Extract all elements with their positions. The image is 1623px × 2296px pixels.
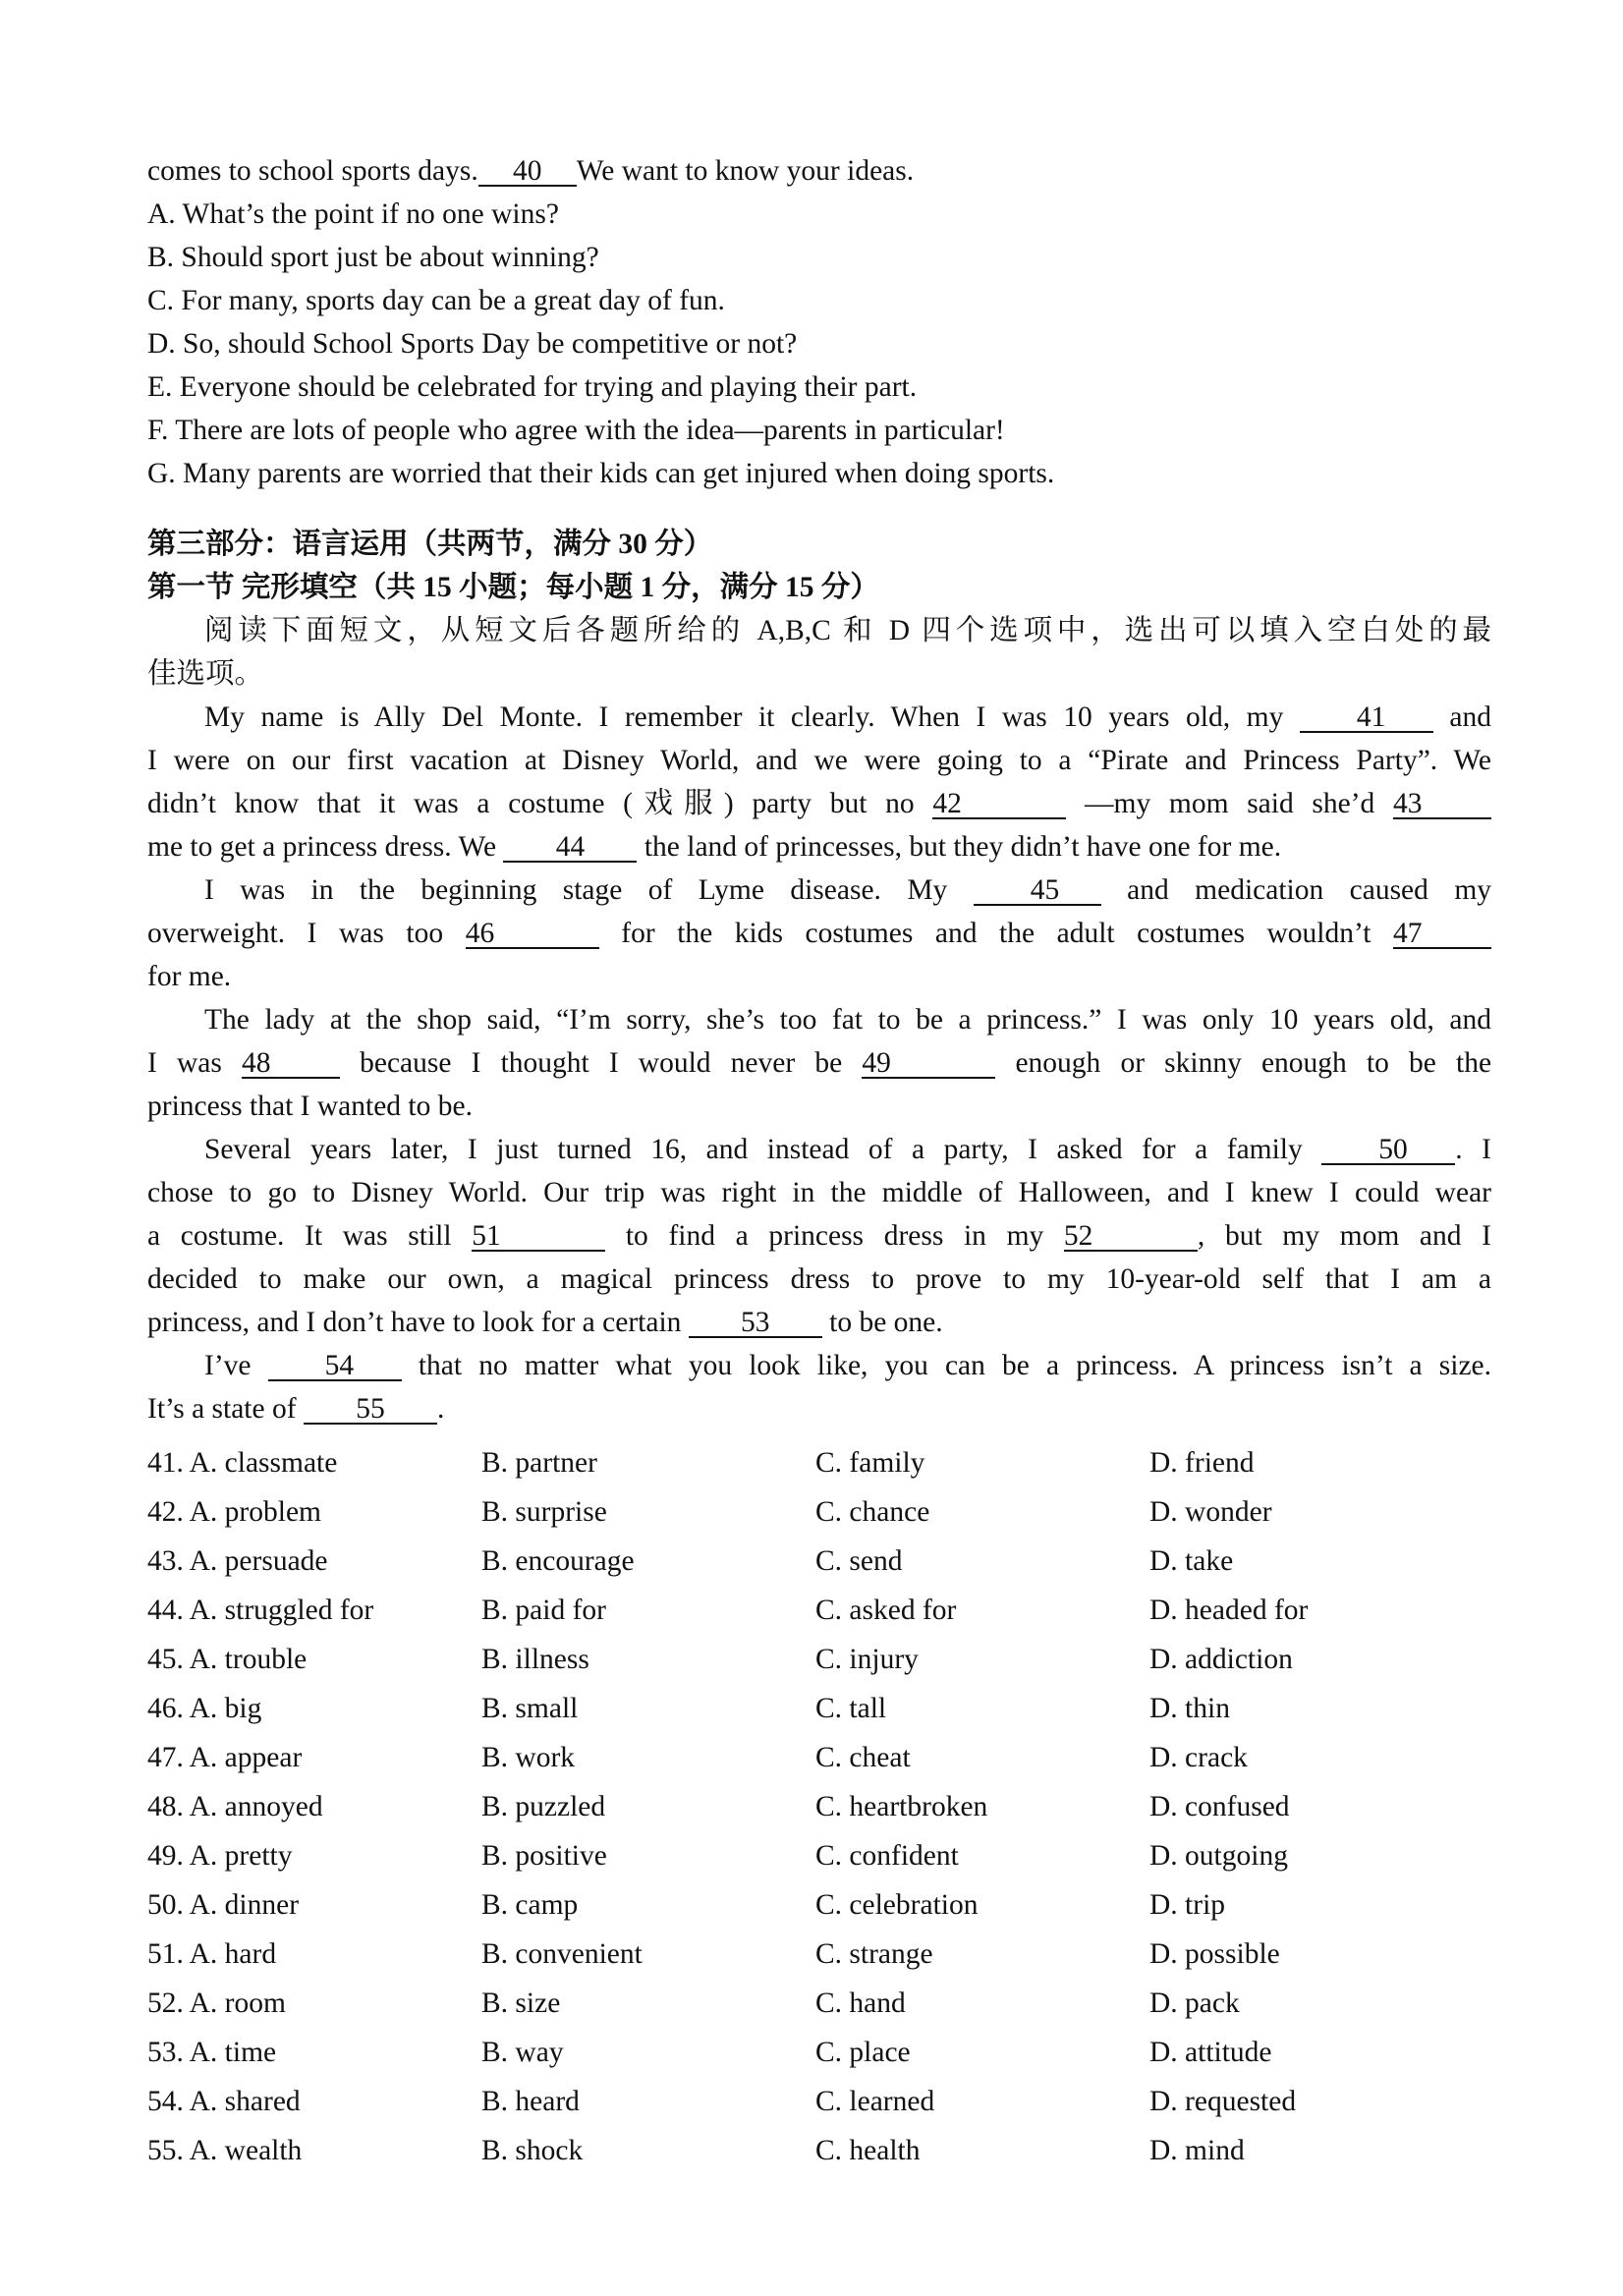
question-option: D. attitude (1149, 2037, 1272, 2068)
question-option: B. convenient (481, 1938, 643, 1970)
blank-42: 42 (932, 790, 1066, 819)
question-row (147, 2028, 1491, 2077)
question-option: 45. A. trouble (147, 1644, 308, 1675)
question-option: C. injury (815, 1644, 919, 1675)
passage-text: and (1449, 701, 1491, 733)
blank-54: 54 (268, 1352, 402, 1381)
question-option: B. positive (481, 1840, 607, 1872)
question-option: B. encourage (481, 1545, 635, 1577)
prev-passage-line (147, 149, 1491, 193)
blank-44: 44 (503, 833, 637, 863)
question-option: C. asked for (815, 1595, 957, 1626)
blank-41: 41 (1300, 703, 1433, 733)
instruction-line: 阅读下面短文，从短文后各题所给的 A,B,C 和 D 四个选项中，选出可以填入空白处的最 (204, 615, 1491, 646)
passage-text: princess, and I don’t have to look for a certain (147, 1307, 682, 1338)
passage-text: a costume. It was still (147, 1220, 452, 1252)
question-option: D. crack (1149, 1742, 1248, 1773)
passage-text: I was in the beginning stage of Lyme disease. My (204, 874, 948, 906)
question-option: D. pack (1149, 1988, 1240, 2019)
option-a: A. What’s the point if no one wins? (147, 198, 559, 230)
exam-page (147, 149, 1491, 2175)
question-option: D. wonder (1149, 1496, 1272, 1528)
question-option: 50. A. dinner (147, 1889, 300, 1921)
question-option: D. headed for (1149, 1595, 1309, 1626)
passage-line (147, 1128, 1491, 1171)
passage-line (147, 912, 1491, 955)
question-option: C. celebration (815, 1889, 979, 1921)
question-option: B. small (481, 1693, 579, 1724)
question-row (147, 1782, 1491, 1831)
passage-text: to be one. (829, 1307, 943, 1338)
passage-text: I’ve (204, 1350, 252, 1381)
passage-line: I were on our first vacation at Disney World, and we were going to a “Pirate and Princess Party”. We (147, 745, 1491, 776)
question-option: B. puzzled (481, 1791, 606, 1822)
question-option: C. family (815, 1447, 925, 1479)
question-option: B. way (481, 2037, 564, 2068)
passage-text: It’s a state of (147, 1393, 297, 1425)
question-row (147, 1831, 1491, 1880)
blank-48: 48 (242, 1049, 340, 1079)
question-option: B. surprise (481, 1496, 607, 1528)
question-option: 44. A. struggled for (147, 1595, 374, 1626)
blank-52: 52 (1064, 1222, 1198, 1252)
question-option: C. place (815, 2037, 911, 2068)
passage-text: that no matter what you look like, you can be a princess. A princess isn’t a size. (418, 1350, 1491, 1381)
passage-text: the land of princesses, but they didn’t have one for me. (644, 831, 1282, 863)
question-option: 46. A. big (147, 1693, 262, 1724)
question-option: 54. A. shared (147, 2086, 301, 2117)
passage-line (147, 782, 1491, 825)
question-option: 49. A. pretty (147, 1840, 293, 1872)
blank-46: 46 (466, 920, 599, 949)
passage-line (147, 1041, 1491, 1085)
passage-text: didn’t know that it was a costume (戏服) party but no (147, 788, 915, 819)
question-option: 55. A. wealth (147, 2135, 303, 2166)
question-option: D. outgoing (1149, 1840, 1288, 1872)
passage-line (147, 1344, 1491, 1387)
passage-line: for me. (147, 961, 232, 992)
question-option: C. tall (815, 1693, 887, 1724)
passage-text: because I thought I would never be (360, 1047, 843, 1079)
question-option: D. trip (1149, 1889, 1226, 1921)
question-option: B. partner (481, 1447, 597, 1479)
question-option: C. learned (815, 2086, 935, 2117)
prev-text-after: We want to know your ideas. (576, 155, 915, 187)
question-option: B. paid for (481, 1595, 606, 1626)
question-option: B. illness (481, 1644, 589, 1675)
question-option: D. requested (1149, 2086, 1297, 2117)
blank-51: 51 (472, 1222, 605, 1252)
question-row (147, 1733, 1491, 1782)
question-option: C. cheat (815, 1742, 911, 1773)
question-row (147, 1930, 1491, 1979)
question-option: D. take (1149, 1545, 1234, 1577)
section1-title: 第一节 完形填空（共 15 小题；每小题 1 分，满分 15 分） (147, 572, 879, 603)
question-row (147, 1487, 1491, 1537)
question-option: 51. A. hard (147, 1938, 277, 1970)
option-g: G. Many parents are worried that their kids can get injured when doing sports. (147, 458, 1055, 489)
question-row (147, 2126, 1491, 2175)
question-row (147, 1586, 1491, 1635)
question-option: 41. A. classmate (147, 1447, 338, 1479)
blank-49: 49 (862, 1049, 995, 1079)
passage-text: . I (1455, 1134, 1491, 1165)
question-option: D. friend (1149, 1447, 1255, 1479)
prev-text-before: comes to school sports days. (147, 155, 478, 187)
question-row (147, 1979, 1491, 2028)
blank-50: 50 (1321, 1136, 1455, 1165)
passage-line: princess that I wanted to be. (147, 1091, 473, 1122)
question-option: 48. A. annoyed (147, 1791, 323, 1822)
question-option: C. chance (815, 1496, 930, 1528)
question-row (147, 1635, 1491, 1684)
passage-line (147, 1387, 1491, 1430)
question-option: C. confident (815, 1840, 959, 1872)
passage-text: —my mom said she’d (1085, 788, 1375, 819)
option-b: B. Should sport just be about winning? (147, 242, 599, 273)
question-option: D. possible (1149, 1938, 1280, 1970)
question-option: C. send (815, 1545, 903, 1577)
question-option: 52. A. room (147, 1988, 286, 2019)
question-option: D. addiction (1149, 1644, 1293, 1675)
passage-line: chose to go to Disney World. Our trip was right in the middle of Halloween, and I knew I could wear (147, 1177, 1491, 1208)
part3-title: 第三部分：语言运用（共两节，满分 30 分） (147, 529, 713, 560)
blank-40: 40 (478, 157, 577, 187)
question-option: 43. A. persuade (147, 1545, 328, 1577)
option-d: D. So, should School Sports Day be competitive or not? (147, 328, 798, 360)
passage-text: to find a princess dress in my (625, 1220, 1044, 1252)
question-option: 53. A. time (147, 2037, 277, 2068)
question-option: B. heard (481, 2086, 580, 2117)
passage-text: My name is Ally Del Monte. I remember it clearly. When I was 10 years old, my (204, 701, 1284, 733)
passage-text: overweight. I was too (147, 918, 444, 949)
blank-45: 45 (974, 876, 1101, 906)
question-options-list (147, 1438, 1491, 2175)
question-option: 42. A. problem (147, 1496, 321, 1528)
blank-47: 47 (1393, 920, 1491, 949)
instruction-line-2: 佳选项。 (147, 658, 264, 690)
blank-43: 43 (1393, 790, 1491, 819)
question-option: C. strange (815, 1938, 933, 1970)
passage-line (147, 1301, 1491, 1344)
passage-line: decided to make our own, a magical princess dress to prove to my 10-year-old self that I am a (147, 1263, 1491, 1295)
passage-text: enough or skinny enough to be the (1015, 1047, 1491, 1079)
question-row (147, 1880, 1491, 1930)
question-option: C. health (815, 2135, 921, 2166)
passage-text: , but my mom and I (1197, 1220, 1491, 1252)
passage-text: me to get a princess dress. We (147, 831, 497, 863)
question-option: D. thin (1149, 1693, 1230, 1724)
passage-line: The lady at the shop said, “I’m sorry, she’s too fat to be a princess.” I was only 10 years old, and (204, 1004, 1491, 1036)
question-option: C. heartbroken (815, 1791, 988, 1822)
question-option: D. confused (1149, 1791, 1290, 1822)
question-option: 47. A. appear (147, 1742, 303, 1773)
question-option: B. shock (481, 2135, 584, 2166)
question-row (147, 1684, 1491, 1733)
question-option: B. camp (481, 1889, 579, 1921)
option-c: C. For many, sports day can be a great day of fun. (147, 285, 725, 316)
question-row (147, 1438, 1491, 1487)
blank-55: 55 (304, 1395, 437, 1425)
question-option: C. hand (815, 1988, 906, 2019)
passage-line (147, 1214, 1491, 1258)
passage-text: for the kids costumes and the adult costumes wouldn’t (621, 918, 1371, 949)
question-row (147, 2077, 1491, 2126)
passage-line (147, 868, 1491, 912)
question-row (147, 1537, 1491, 1586)
question-option: D. mind (1149, 2135, 1245, 2166)
passage-text: . (436, 1393, 445, 1425)
passage-text: Several years later, I just turned 16, and instead of a party, I asked for a family (204, 1134, 1303, 1165)
passage-line (147, 825, 1491, 868)
passage-line (147, 696, 1491, 739)
question-option: B. work (481, 1742, 576, 1773)
question-option: B. size (481, 1988, 561, 2019)
blank-53: 53 (689, 1309, 822, 1338)
option-e: E. Everyone should be celebrated for trying and playing their part. (147, 371, 918, 403)
option-f: F. There are lots of people who agree with the idea—parents in particular! (147, 415, 1005, 446)
passage-text: I was (147, 1047, 222, 1079)
passage-text: and medication caused my (1127, 874, 1491, 906)
